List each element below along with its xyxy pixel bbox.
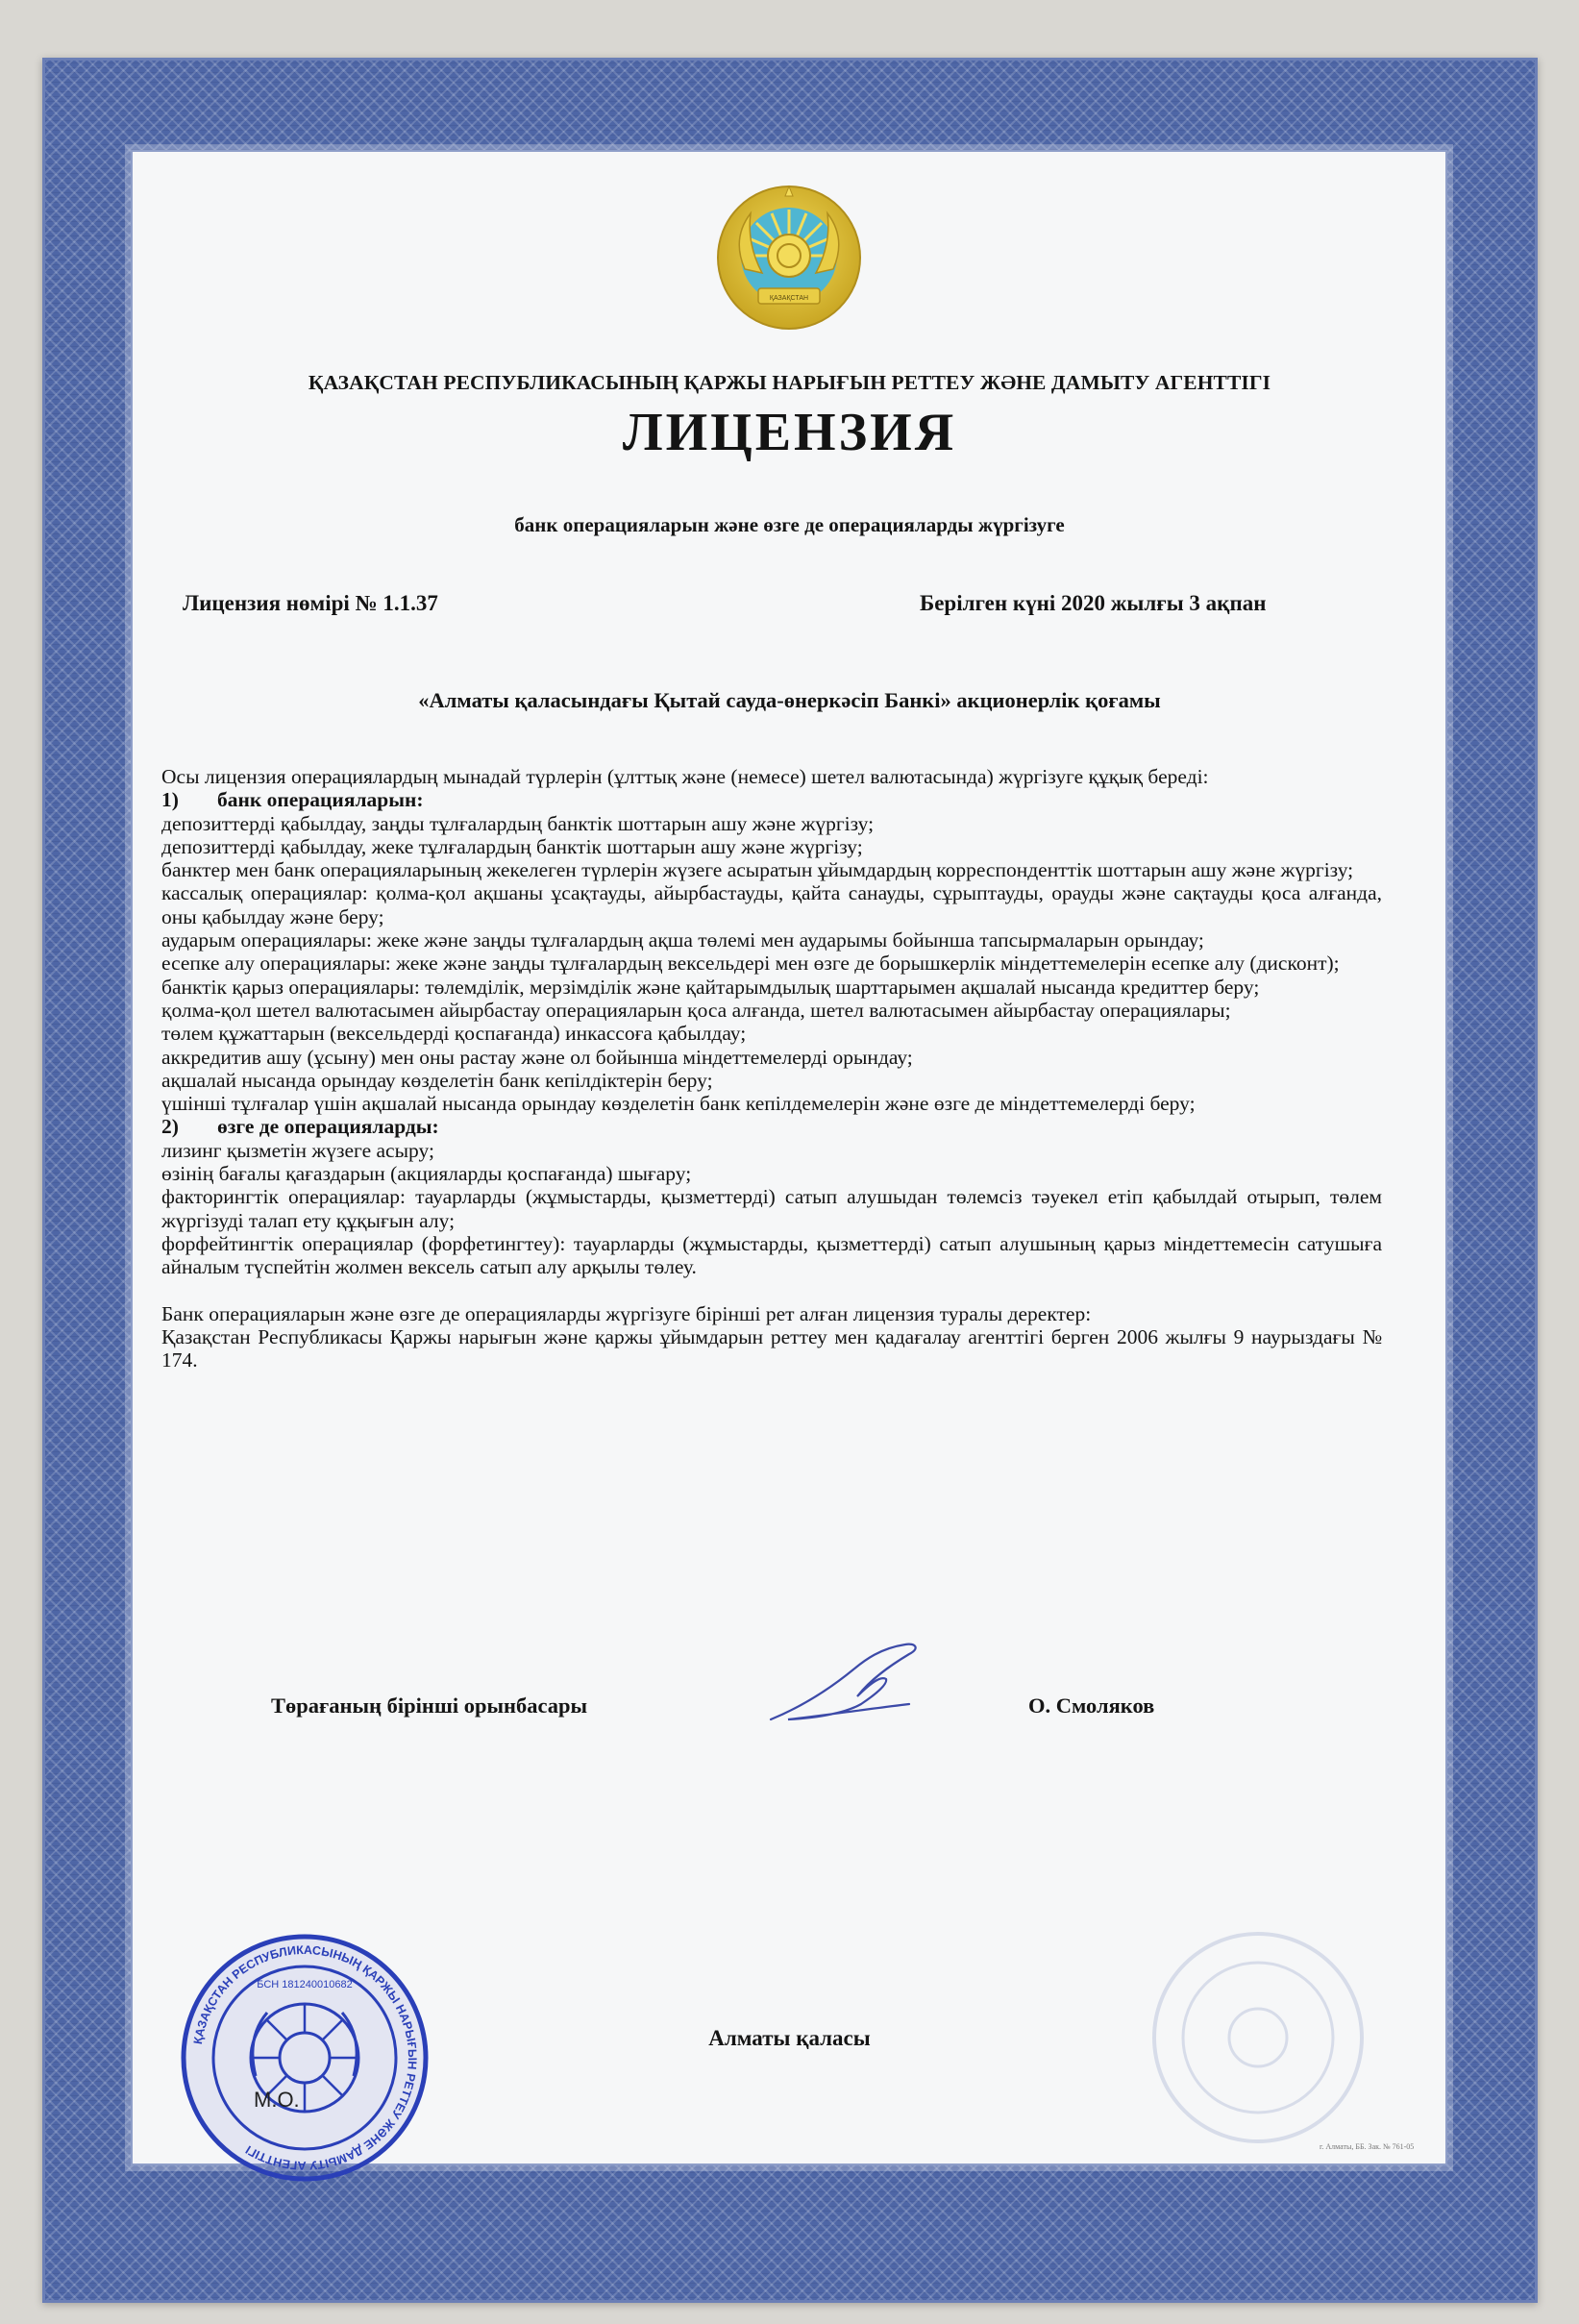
state-emblem-icon <box>712 181 866 334</box>
list-item: банктік қарыз операциялары: төлемділік, мерзімділік және қайтарымдылық шарттарымен ақшалай нысанда кредиттер беру; <box>161 975 1260 999</box>
list-item: есепке алу операциялары: жеке және заңды тұлғалардың вексельдері мен өзге де борышкерлік міндеттемелерін есепке алу (дисконт); <box>161 952 1340 976</box>
list-item: өзінің бағалы қағаздарын (акцияларды қоспағанда) шығару; <box>161 1162 692 1186</box>
license-body <box>161 765 1382 1372</box>
stamp-bin: БСН 181240010682 <box>257 1979 353 1990</box>
list-item: кассалық операциялар: қолма-қол ақшаны ұсақтауды, айырбастауды, қайта санауды, сұрыптауды, орауды және сақтауды қоса алғанда, оны қабылдау және беру; <box>161 881 1382 928</box>
list-item: лизинг қызметін жүзеге асыру; <box>161 1138 434 1162</box>
issue-city: Алматы қаласы <box>708 2026 871 2050</box>
list-item: қолма-қол шетел валютасымен айырбастау операцияларын қоса алғанда, шетел валютасымен айырбастау операциялары; <box>161 998 1231 1022</box>
section-heading <box>161 788 1382 811</box>
first-license-text: Қазақстан Республикасы Қаржы нарығын және қаржы ұйымдарын реттеу мен қадағалау агенттігі берген 2006 жылғы 9 наурыздағы № 174. <box>161 1324 1382 1372</box>
list-item: төлем құжаттарын (вексельдерді қоспағанда) инкассоға қабылдау; <box>161 1022 747 1046</box>
intro-text: Осы лицензия операциялардың мынадай түрлерін (ұлттық және (немесе) шетел валютасында) жүргізуге құқық береді: <box>161 765 1209 788</box>
section-title: өзге де операцияларды: <box>217 1115 439 1139</box>
list-item: депозиттерді қабылдау, заңды тұлғалардың банктік шоттарын ашу және жүргізу; <box>161 811 875 835</box>
license-subject: банк операцияларын және өзге де операцияларды жүргізуге <box>514 513 1065 536</box>
license-number: Лицензия нөмірі № 1.1.37 <box>183 591 438 615</box>
list-item: банктер мен банк операцияларының жекелеген түрлерін жүзеге асыратын ұйымдардың корреспонденттік шоттарын ашу және жүргізу; <box>161 858 1354 882</box>
section-number: 2) <box>161 1115 179 1139</box>
first-license-title: Банк операцияларын және өзге де операцияларды жүргізуге бірінші рет алған лицензия туралы деректер: <box>161 1301 1092 1325</box>
list-item: факторингтік операциялар: тауарларды (жұмыстарды, қызметтерді) сатып алушыдан төлемсіз тәуекел етіп қабылдай отырып, төлем жүргізуді талап ету құқығын алу; <box>161 1185 1382 1232</box>
list-item: аккредитив ашу (ұсыну) мен оны растау және ол бойынша міндеттемелерді орындау; <box>161 1045 913 1069</box>
signer-position: Төрағаның бірінші орынбасары <box>271 1694 588 1718</box>
emblem-text: ҚАЗАҚСТАН <box>769 295 809 302</box>
list-item: ақшалай нысанда орындау көзделетін банк кепілдіктерін беру; <box>161 1068 713 1092</box>
stamp-ring-text: ҚАЗАҚСТАН РЕСПУБЛИКАСЫНЫҢ ҚАРЖЫ НАРЫҒЫН РЕТТЕУ ЖӘНЕ ДАМЫТУ АГЕНТТІГІ <box>190 1942 420 2173</box>
section-title: банк операцияларын: <box>217 788 424 812</box>
handwritten-signature <box>765 1637 928 1727</box>
list-item: үшінші тұлғалар үшін ақшалай нысанда орындау көзделетін банк кепілдемелерін және өзге де міндеттемелерді беру; <box>161 1092 1196 1116</box>
section-heading <box>161 1115 1382 1138</box>
list-item: аударым операциялары: жеке және заңды тұлғалардың ақша төлемі мен аударымы бойынша тапсырмаларын орындау; <box>161 928 1204 952</box>
issuing-agency: ҚАЗАҚСТАН РЕСПУБЛИКАСЫНЫҢ ҚАРЖЫ НАРЫҒЫН РЕТТЕУ ЖӘНЕ ДАМЫТУ АГЕНТТІГІ <box>308 371 1271 394</box>
list-item: форфейтингтік операциялар (форфетингтеу): тауарларды (жұмыстарды, қызметтерді) сатып алушының қарыз міндеттемесін сатушыға айналым түспейтін жолмен вексель сатып алу арқылы төлеу. <box>161 1231 1382 1279</box>
official-stamp-icon <box>179 1932 431 2184</box>
printer-mark: г. Алматы, ББ. Зак. № 761-05 <box>1320 2142 1415 2151</box>
section-number: 1) <box>161 788 179 812</box>
signer-name: О. Смоляков <box>1028 1694 1155 1718</box>
licensee-name: «Алматы қаласындағы Қытай сауда-өнеркәсіп Банкі» акционерлік қоғамы <box>418 688 1161 712</box>
list-item: депозиттерді қабылдау, жеке тұлғалардың банктік шоттарын ашу және жүргізу; <box>161 834 863 858</box>
issue-date: Берілген күні 2020 жылғы 3 ақпан <box>920 591 1267 615</box>
document-title: ЛИЦЕНЗИЯ <box>622 403 957 462</box>
stamp-place-label: М.О. <box>254 2088 300 2112</box>
